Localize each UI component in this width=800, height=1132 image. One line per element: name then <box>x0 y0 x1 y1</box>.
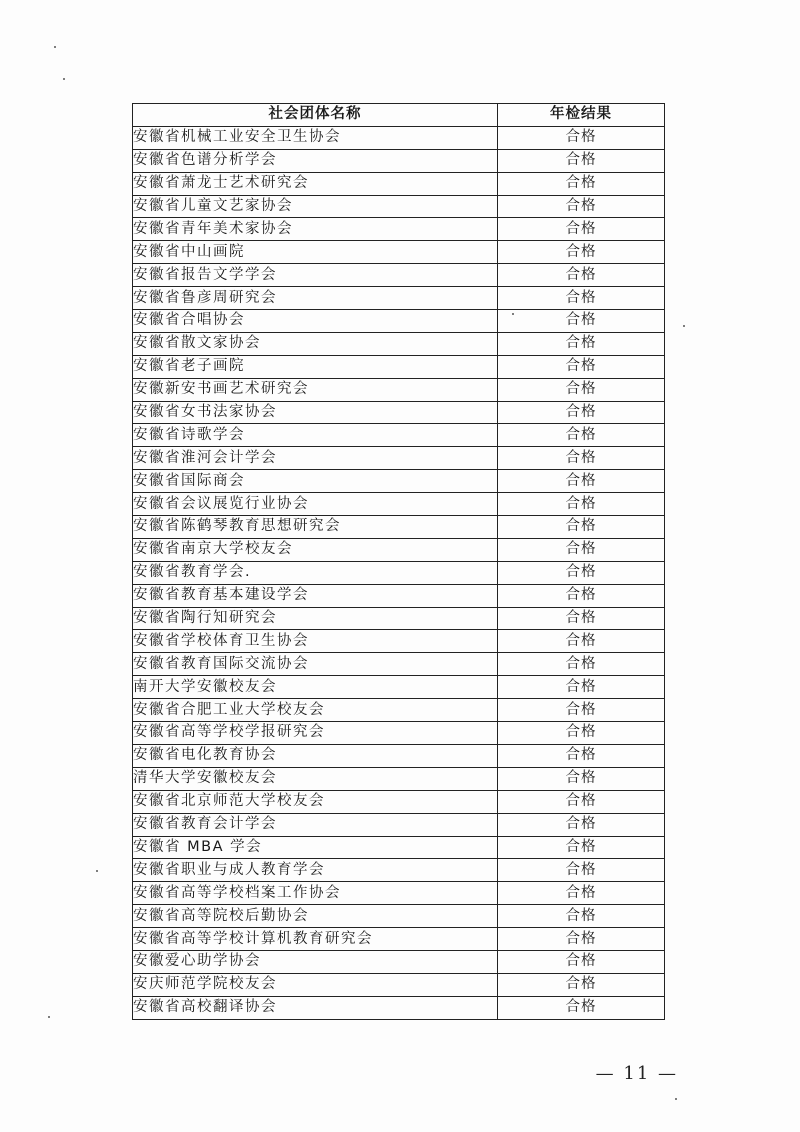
table-row <box>133 424 665 447</box>
organization-name-cell: 安徽省报告文学学会 <box>133 264 498 287</box>
inspection-result-cell: 合格 <box>498 516 665 539</box>
organization-name-cell: 安徽省高等学校档案工作协会 <box>133 882 498 905</box>
organization-name-cell: 安徽省职业与成人教育学会 <box>133 859 498 882</box>
header-organization-name: 社会团体名称 <box>133 104 498 127</box>
inspection-result-cell: 合格 <box>498 905 665 928</box>
inspection-result-cell: 合格 <box>498 676 665 699</box>
table-row <box>133 378 665 401</box>
table-row <box>133 149 665 172</box>
inspection-result-cell: 合格 <box>498 355 665 378</box>
inspection-result-cell: 合格 <box>498 332 665 355</box>
inspection-result-cell: 合格 <box>498 584 665 607</box>
table-row <box>133 882 665 905</box>
table-row <box>133 310 665 333</box>
inspection-result-cell: 合格 <box>498 859 665 882</box>
scan-speck <box>675 1098 677 1100</box>
table-row <box>133 355 665 378</box>
organization-name-cell: 安徽省高等院校后勤协会 <box>133 905 498 928</box>
table-row <box>133 241 665 264</box>
inspection-result-cell: 合格 <box>498 722 665 745</box>
inspection-result-cell: 合格 <box>498 973 665 996</box>
table-row <box>133 332 665 355</box>
table-row <box>133 538 665 561</box>
inspection-result-cell: 合格 <box>498 790 665 813</box>
organization-name-cell: 安徽省陈鹤琴教育思想研究会 <box>133 516 498 539</box>
table-row <box>133 836 665 859</box>
table-header-row <box>133 104 665 127</box>
organization-name-cell: 安徽新安书画艺术研究会 <box>133 378 498 401</box>
table-row <box>133 722 665 745</box>
inspection-result-cell: 合格 <box>498 928 665 951</box>
organization-name-cell: 安徽省南京大学校友会 <box>133 538 498 561</box>
table-body <box>133 126 665 1019</box>
organization-name-cell: 安徽爱心助学协会 <box>133 950 498 973</box>
inspection-result-cell: 合格 <box>498 882 665 905</box>
inspection-result-cell: 合格 <box>498 767 665 790</box>
scan-speck <box>63 78 65 80</box>
organization-name-cell: 安徽省色谱分析学会 <box>133 149 498 172</box>
organization-name-cell: 安徽省教育学会. <box>133 561 498 584</box>
table-row <box>133 996 665 1019</box>
inspection-result-cell: 合格 <box>498 653 665 676</box>
table-row <box>133 195 665 218</box>
organization-name-cell: 安徽省青年美术家协会 <box>133 218 498 241</box>
inspection-result-cell: 合格 <box>498 241 665 264</box>
organization-name-cell: 安徽省儿童文艺家协会 <box>133 195 498 218</box>
inspection-result-cell: 合格 <box>498 172 665 195</box>
organization-name-cell: 安徽省学校体育卫生协会 <box>133 630 498 653</box>
inspection-result-cell: 合格 <box>498 836 665 859</box>
inspection-result-cell: 合格 <box>498 950 665 973</box>
table-row <box>133 653 665 676</box>
organization-name-cell: 安徽省合肥工业大学校友会 <box>133 699 498 722</box>
table-row <box>133 630 665 653</box>
inspection-result-cell: 合格 <box>498 218 665 241</box>
inspection-result-cell: 合格 <box>498 699 665 722</box>
table-row <box>133 493 665 516</box>
inspection-result-cell: 合格 <box>498 630 665 653</box>
inspection-result-cell: 合格 <box>498 287 665 310</box>
table-row <box>133 699 665 722</box>
organization-name-cell: 安徽省诗歌学会 <box>133 424 498 447</box>
table-row <box>133 950 665 973</box>
inspection-result-cell: 合格 <box>498 493 665 516</box>
inspection-result-cell: 合格 <box>498 538 665 561</box>
table-row <box>133 172 665 195</box>
table-row <box>133 744 665 767</box>
table-row <box>133 676 665 699</box>
table-row <box>133 561 665 584</box>
organization-name-cell: 安徽省合唱协会 <box>133 310 498 333</box>
organization-name-cell: 清华大学安徽校友会 <box>133 767 498 790</box>
inspection-result-cell: 合格 <box>498 195 665 218</box>
organization-name-cell: 安徽省教育基本建设学会 <box>133 584 498 607</box>
organization-name-cell: 安徽省教育国际交流协会 <box>133 653 498 676</box>
table-row <box>133 607 665 630</box>
inspection-result-cell: 合格 <box>498 447 665 470</box>
organization-name-cell: 安徽省机械工业安全卫生协会 <box>133 126 498 149</box>
table-row <box>133 447 665 470</box>
inspection-result-cell: 合格 <box>498 401 665 424</box>
organization-name-cell: 安徽省女书法家协会 <box>133 401 498 424</box>
organization-name-cell: 安徽省教育会计学会 <box>133 813 498 836</box>
organization-name-cell: 安徽省北京师范大学校友会 <box>133 790 498 813</box>
table-row <box>133 973 665 996</box>
organization-name-cell: 安徽省会议展览行业协会 <box>133 493 498 516</box>
table-row <box>133 126 665 149</box>
organization-name-cell: 南开大学安徽校友会 <box>133 676 498 699</box>
table-row <box>133 516 665 539</box>
inspection-result-cell: 合格 <box>498 561 665 584</box>
organization-name-cell: 安徽省高等学校计算机教育研究会 <box>133 928 498 951</box>
organization-name-cell: 安徽省老子画院 <box>133 355 498 378</box>
organization-name-cell: 安徽省国际商会 <box>133 470 498 493</box>
organization-name-cell: 安徽省陶行知研究会 <box>133 607 498 630</box>
table-row <box>133 928 665 951</box>
organization-name-cell: 安徽省散文家协会 <box>133 332 498 355</box>
inspection-result-cell: 合格 <box>498 264 665 287</box>
organization-name-cell: 安徽省高校翻译协会 <box>133 996 498 1019</box>
organization-name-cell: 安徽省中山画院 <box>133 241 498 264</box>
table-row <box>133 859 665 882</box>
organization-name-cell: 安庆师范学院校友会 <box>133 973 498 996</box>
table-row <box>133 287 665 310</box>
table-row <box>133 218 665 241</box>
inspection-result-cell: 合格 <box>498 470 665 493</box>
table-row <box>133 767 665 790</box>
scan-speck <box>96 870 98 872</box>
scan-speck <box>512 313 514 315</box>
inspection-result-cell: 合格 <box>498 744 665 767</box>
inspection-result-cell: 合格 <box>498 607 665 630</box>
organization-name-cell: 安徽省鲁彦周研究会 <box>133 287 498 310</box>
scan-speck <box>54 46 56 48</box>
table-row <box>133 470 665 493</box>
organization-name-cell: 安徽省高等学校学报研究会 <box>133 722 498 745</box>
inspection-result-cell: 合格 <box>498 126 665 149</box>
organization-name-cell: 安徽省萧龙士艺术研究会 <box>133 172 498 195</box>
table-row <box>133 813 665 836</box>
scan-speck <box>683 325 685 327</box>
table-row <box>133 584 665 607</box>
page-number: — 11 — <box>595 1063 678 1084</box>
table-row <box>133 401 665 424</box>
inspection-result-cell: 合格 <box>498 813 665 836</box>
inspection-result-cell: 合格 <box>498 378 665 401</box>
annual-inspection-table <box>132 103 665 1020</box>
table-row <box>133 264 665 287</box>
organization-name-cell: 安徽省淮河会计学会 <box>133 447 498 470</box>
inspection-result-cell: 合格 <box>498 996 665 1019</box>
inspection-result-cell: 合格 <box>498 149 665 172</box>
scan-speck <box>48 1016 50 1018</box>
table-row <box>133 790 665 813</box>
organization-name-cell: 安徽省电化教育协会 <box>133 744 498 767</box>
inspection-result-cell: 合格 <box>498 310 665 333</box>
inspection-result-cell: 合格 <box>498 424 665 447</box>
header-inspection-result: 年检结果 <box>498 104 665 127</box>
table-row <box>133 905 665 928</box>
organization-name-cell: 安徽省 MBA 学会 <box>133 836 498 859</box>
